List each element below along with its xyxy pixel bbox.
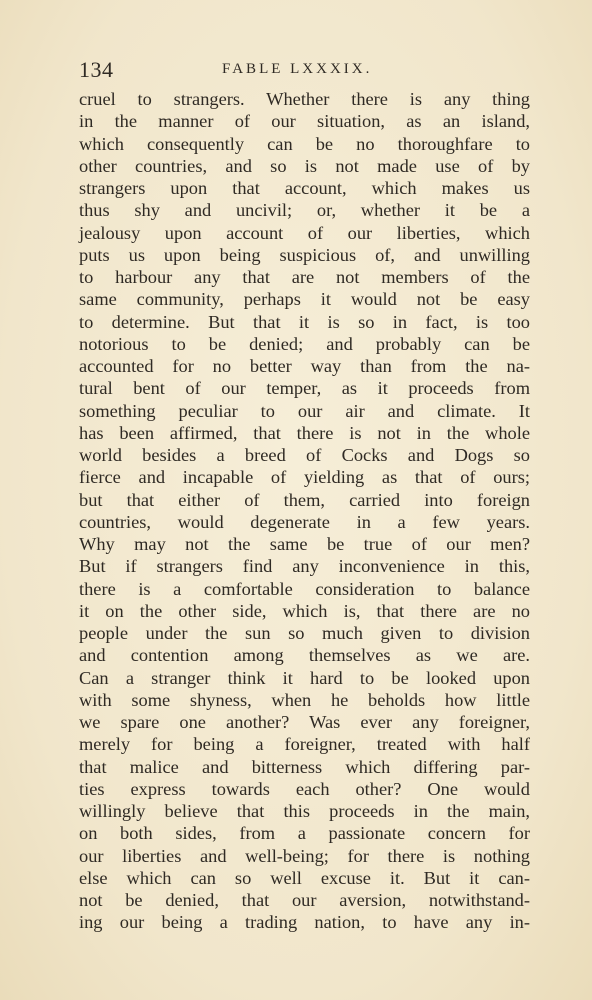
text-line: cruel to strangers. Whether there is any thing [79, 89, 530, 109]
text-line: other countries, and so is not made use of by [79, 155, 530, 176]
text-line: merely for being a foreigner, treated with half [79, 734, 530, 755]
text-line: Why may not the same be true of our men? [79, 534, 530, 554]
text-line: world besides a breed of Cocks and Dogs so [79, 445, 530, 465]
text-line: thus shy and uncivil; or, whether it be a [79, 200, 530, 221]
text-line: that malice and bitterness which differing par- [79, 756, 530, 777]
text-line: tural bent of our temper, as it proceeds from [79, 378, 530, 399]
text-line: there is a comfortable consideration to balance [79, 578, 530, 599]
text-line: our liberties and well-being; for there is nothing [79, 845, 530, 866]
text-line: to determine. But that it is so in fact, is too [79, 311, 530, 332]
text-line: ties express towards each other? One would [79, 778, 530, 799]
text-line: with some shyness, when he beholds how little [79, 689, 530, 710]
text-line: countries, would degenerate in a few years. [79, 511, 530, 532]
text-line: Can a stranger think it hard to be looked upon [79, 667, 530, 688]
page-number: 134 [79, 57, 114, 82]
text-line: But if strangers find any inconvenience in this, [79, 556, 530, 577]
text-line: ing our being a trading nation, to have any in- [79, 912, 530, 933]
text-line: same community, perhaps it would not be easy [79, 289, 530, 310]
text-line: willingly believe that this proceeds in the main, [79, 801, 530, 821]
text-line: something peculiar to our air and climate. It [79, 400, 530, 421]
text-line: to harbour any that are not members of the [79, 267, 530, 287]
text-line: on both sides, from a passionate concern for [79, 823, 530, 844]
text-line: it on the other side, which is, that there are no [79, 600, 530, 621]
body-text [79, 88, 530, 934]
text-line: not be denied, that our aversion, notwithstand- [79, 890, 530, 910]
page-header [79, 57, 529, 87]
text-line: notorious to be denied; and probably can be [79, 333, 530, 354]
text-line: strangers upon that account, which makes us [79, 178, 530, 198]
text-line: accounted for no better way than from the na- [79, 356, 530, 376]
text-line: which consequently can be no thoroughfare to [79, 133, 530, 154]
text-line: jealousy upon account of our liberties, which [79, 222, 530, 243]
running-head: FABLE LXXXIX. [222, 61, 373, 77]
text-line: we spare one another? Was ever any foreigner, [79, 712, 530, 732]
text-line: puts us upon being suspicious of, and unwilling [79, 244, 530, 265]
text-line: else which can so well excuse it. But it can- [79, 867, 530, 888]
text-line: and contention among themselves as we are. [79, 645, 530, 666]
text-line: has been affirmed, that there is not in the whole [79, 422, 530, 443]
text-line: in the manner of our situation, as an island, [79, 111, 530, 132]
text-line: but that either of them, carried into foreign [79, 489, 530, 510]
text-line: people under the sun so much given to division [79, 623, 530, 643]
text-line: fierce and incapable of yielding as that of ours; [79, 467, 530, 488]
